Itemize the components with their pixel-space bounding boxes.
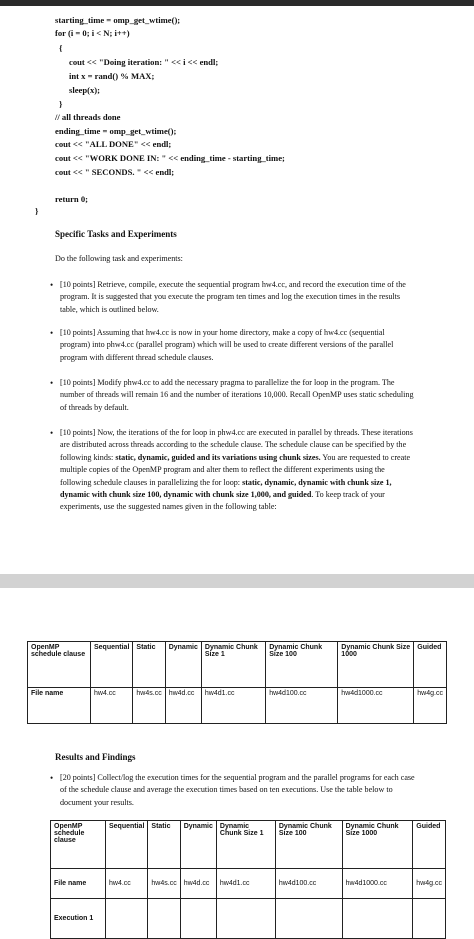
task-item-2 bbox=[50, 327, 416, 364]
results-item bbox=[50, 772, 416, 809]
table-cell: Sequential bbox=[91, 642, 133, 688]
table-row bbox=[51, 899, 446, 939]
table-cell: hw4d100.cc bbox=[266, 688, 338, 724]
bullet-icon: • bbox=[50, 280, 54, 290]
code-line: } bbox=[59, 99, 63, 109]
code-line: ending_time = omp_get_wtime(); bbox=[55, 126, 177, 136]
table-cell: Static bbox=[148, 821, 180, 869]
table-cell: hw4d1.cc bbox=[216, 869, 275, 899]
table-cell: hw4d1.cc bbox=[201, 688, 265, 724]
table-cell: hw4.cc bbox=[106, 869, 148, 899]
table-cell: Guided bbox=[413, 821, 446, 869]
table-cell: Dynamic bbox=[165, 642, 201, 688]
code-line: cout << "WORK DONE IN: " << ending_time - starting_time; bbox=[55, 153, 285, 163]
table-cell: Dynamic Chunk Size 1000 bbox=[342, 821, 413, 869]
results-table bbox=[50, 820, 446, 939]
file-names-table bbox=[27, 641, 447, 724]
table-row bbox=[51, 869, 446, 899]
table-cell: OpenMP schedule clause bbox=[51, 821, 106, 869]
task-text: [10 points] Modify phw4.cc to add the necessary pragma to parallelize the for loop in the program. The number of threads will remain 16 and the number of iterations 10,000. Recall OpenMP uses static scheduling of threads by default. bbox=[60, 378, 414, 412]
table-cell: Sequential bbox=[106, 821, 148, 869]
results-heading: Results and Findings bbox=[55, 752, 136, 762]
table-cell: hw4g.cc bbox=[413, 869, 446, 899]
task-text: You are requested to create multiple copies of the OpenMP program and alter them to reflect the different experiments using the following schedule clauses in parallelizing the for loop: bbox=[60, 452, 411, 487]
table-cell: OpenMP schedule clause bbox=[28, 642, 91, 688]
table-cell: hw4.cc bbox=[91, 688, 133, 724]
table-cell: Dynamic bbox=[180, 821, 216, 869]
table-cell bbox=[342, 899, 413, 939]
table-cell: hw4d1000.cc bbox=[338, 688, 414, 724]
table-cell bbox=[106, 899, 148, 939]
table-cell: Dynamic Chunk Size 1 bbox=[216, 821, 275, 869]
table-cell: hw4d100.cc bbox=[275, 869, 342, 899]
code-line: for (i = 0; i < N; i++) bbox=[55, 28, 130, 38]
table-header-row bbox=[51, 821, 446, 869]
table-cell bbox=[413, 899, 446, 939]
table-cell: File name bbox=[28, 688, 91, 724]
table-cell: Dynamic Chunk Size 100 bbox=[266, 642, 338, 688]
task-text: [10 points] Retrieve, compile, execute the sequential program hw4.cc, and record the execution time of the program. It is suggested that you execute the program ten times and log the execution times in the results table, which is outlined below. bbox=[60, 280, 406, 314]
table-row bbox=[28, 688, 447, 724]
tasks-heading: Specific Tasks and Experiments bbox=[55, 229, 177, 239]
table-cell: Dynamic Chunk Size 1000 bbox=[338, 642, 414, 688]
table-cell bbox=[148, 899, 180, 939]
top-border bbox=[0, 0, 474, 6]
table-cell: hw4d1000.cc bbox=[342, 869, 413, 899]
task-text: . To keep track of your experiments, use the suggested names given in the following table: bbox=[60, 490, 385, 512]
bullet-icon: • bbox=[50, 378, 54, 388]
bullet-icon: • bbox=[50, 773, 54, 783]
tasks-intro: Do the following task and experiments: bbox=[55, 254, 183, 263]
code-line: // all threads done bbox=[55, 112, 121, 122]
table-header-row bbox=[28, 642, 447, 688]
task-text: [10 points] Now, the iterations of the for loop in phw4.cc are executed in parallel by threads. These iterations are distributed across threads according to the schedule clause. The schedule clause can be specified by the following kinds: bbox=[60, 428, 413, 462]
table-cell bbox=[275, 899, 342, 939]
table-cell: File name bbox=[51, 869, 106, 899]
results-text: [20 points] Collect/log the execution times for the sequential program and the parallel programs for each case of the schedule clause and average the execution times based on ten executions. Use the table below to document your results. bbox=[60, 773, 415, 807]
task-item-3 bbox=[50, 377, 416, 414]
code-line: cout << "Doing iteration: " << i << endl; bbox=[69, 57, 219, 67]
table-cell: hw4d.cc bbox=[165, 688, 201, 724]
task-item-1 bbox=[50, 279, 416, 316]
code-line: sleep(x); bbox=[69, 85, 101, 95]
code-line: int x = rand() % MAX; bbox=[69, 71, 155, 81]
table-cell: hw4g.cc bbox=[414, 688, 447, 724]
table-cell bbox=[180, 899, 216, 939]
table-cell: hw4s.cc bbox=[133, 688, 165, 724]
task-bold-text: static, dynamic, dynamic with chunk size 1, dynamic with chunk size 100, dynamic with chunk size 1,000, and guided bbox=[60, 477, 392, 500]
table-cell: Guided bbox=[414, 642, 447, 688]
task-bold-text: static, dynamic, guided and its variations using chunk sizes. bbox=[115, 452, 321, 462]
task-text: [10 points] Assuming that hw4.cc is now in your home directory, make a copy of hw4.cc (sequential program) into phw4.cc (parallel program) which will be used to create different versions of the parallel program with different thread schedule clauses. bbox=[60, 328, 394, 362]
table-cell: Dynamic Chunk Size 1 bbox=[201, 642, 265, 688]
page-divider bbox=[0, 574, 474, 588]
table-cell: Static bbox=[133, 642, 165, 688]
table-cell bbox=[216, 899, 275, 939]
table-cell: Dynamic Chunk Size 100 bbox=[275, 821, 342, 869]
code-line: cout << " SECONDS. " << endl; bbox=[55, 167, 175, 177]
task-item-4 bbox=[50, 427, 416, 514]
bullet-icon: • bbox=[50, 328, 54, 338]
code-line: starting_time = omp_get_wtime(); bbox=[55, 15, 181, 25]
table-cell: Execution 1 bbox=[51, 899, 106, 939]
code-line: { bbox=[59, 43, 63, 53]
table-cell: hw4s.cc bbox=[148, 869, 180, 899]
code-line: cout << "ALL DONE" << endl; bbox=[55, 139, 172, 149]
code-line: return 0; bbox=[55, 194, 89, 204]
code-line: } bbox=[35, 206, 39, 216]
table-cell: hw4d.cc bbox=[180, 869, 216, 899]
bullet-icon: • bbox=[50, 428, 54, 438]
